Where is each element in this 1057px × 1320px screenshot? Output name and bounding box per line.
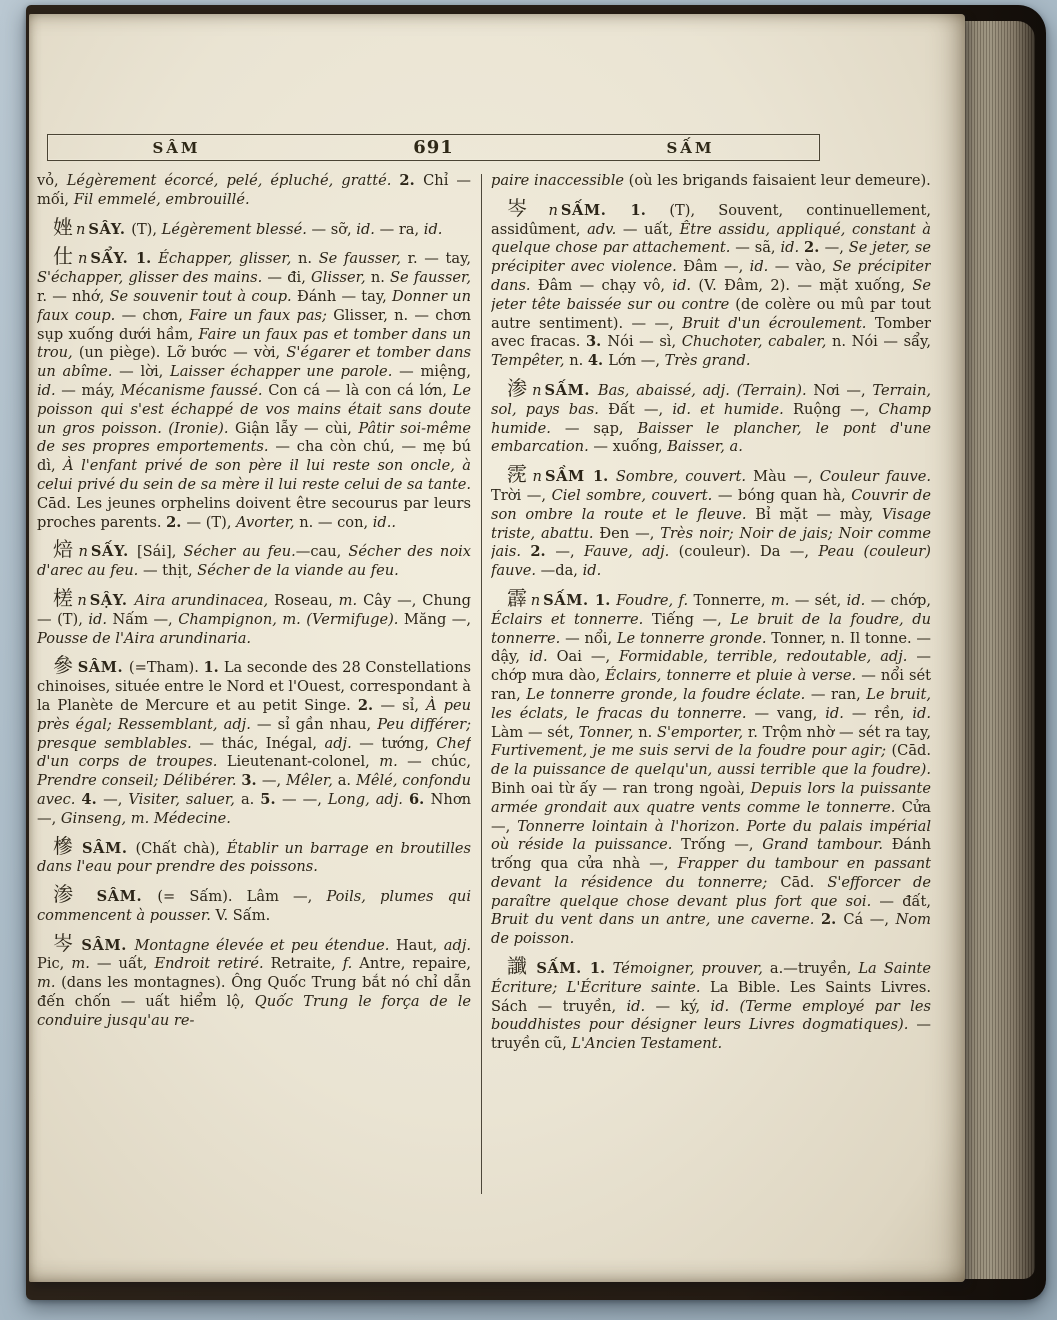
text-segment: — sỉ gần nhau, bbox=[256, 715, 378, 733]
continued-paragraph bbox=[491, 172, 931, 191]
dictionary-entry bbox=[491, 581, 931, 949]
text-segment: — sỡ, bbox=[306, 220, 357, 238]
text-segment: 1. bbox=[630, 201, 670, 219]
dictionary-entry bbox=[491, 949, 931, 1054]
text-segment: Le bruit de la foudre, du tonnerre. bbox=[491, 610, 931, 647]
dictionary-entry bbox=[37, 210, 471, 240]
text-segment: Quốc Trung le força de le conduire jusqu'au re- bbox=[37, 993, 471, 1029]
nom-marker: n bbox=[548, 201, 558, 219]
text-segment: 2. bbox=[357, 696, 381, 714]
text-segment: (= Sấm). Lâm —, bbox=[157, 888, 327, 906]
han-character: 渗 bbox=[53, 882, 83, 907]
headword: SẤM. bbox=[536, 960, 590, 978]
text-segment: (Chất chà), bbox=[135, 839, 227, 857]
text-segment: Chuchoter, cabaler, bbox=[681, 333, 832, 351]
text-segment: Le poisson qui s'est échappé de vos mains était sans doute un gros poisson. (Ironie). bbox=[37, 381, 471, 437]
text-segment: Tonner, n. Il tonne. — dậy, bbox=[491, 629, 931, 666]
text-segment: Faire un faux pas; bbox=[189, 306, 334, 324]
text-segment: Baisser, a. bbox=[667, 438, 743, 456]
text-segment: r. — nhớ, bbox=[37, 287, 110, 305]
text-segment: Mêler, bbox=[285, 772, 338, 790]
dictionary-entry bbox=[491, 371, 931, 457]
text-segment: Visage triste, abattu. bbox=[491, 505, 931, 542]
text-segment: — —, bbox=[282, 790, 328, 808]
text-segment: (où les brigands faisaient leur demeure). bbox=[628, 172, 931, 189]
text-segment: — ký, bbox=[655, 997, 711, 1015]
headword: SÂM. bbox=[77, 659, 129, 677]
text-segment: 2. bbox=[530, 543, 556, 561]
text-segment: Formidable, terrible, redoutable, adj. bbox=[619, 648, 917, 666]
text-segment: Bỉ mặt — mày, bbox=[755, 505, 882, 523]
text-segment: Glisser, n. — chơn sụp xuống dưới hầm, bbox=[37, 306, 471, 343]
text-segment: Lieutenant-colonel, bbox=[226, 753, 380, 771]
text-segment: Nấm —, bbox=[112, 610, 179, 628]
text-segment: Le bruit, les éclats, le fracas du tonnerre. bbox=[491, 685, 931, 722]
text-segment: Đâm —, bbox=[683, 258, 750, 276]
text-segment: Sécher des noix d'arec au feu. bbox=[37, 543, 471, 580]
text-segment: id. bbox=[37, 381, 62, 399]
running-header bbox=[47, 134, 820, 161]
text-segment: La seconde des 28 Constellations chinoises, située entre le Nord et l'Ouest, correspondant à la Planète de Mercure et au petit Singe. bbox=[37, 659, 471, 714]
text-segment: (V. Đâm, 2). — mặt xuống, bbox=[698, 276, 913, 294]
text-segment: La Bible. Les Saints Livres. Sách — truyền, bbox=[491, 978, 931, 1015]
headword: SẦM bbox=[544, 468, 593, 486]
text-segment: Nom de poisson. bbox=[491, 911, 931, 948]
headword: SÂM. bbox=[81, 936, 135, 954]
text-segment: Retraite, bbox=[270, 955, 343, 973]
text-segment: [Sái], bbox=[136, 543, 184, 561]
text-segment: adj. bbox=[324, 734, 360, 752]
text-segment: — máy, bbox=[61, 381, 121, 399]
han-character: 焙 bbox=[53, 537, 76, 562]
column-divider bbox=[481, 174, 482, 1194]
text-segment: Màu —, bbox=[753, 468, 820, 486]
han-character: 霃 bbox=[507, 462, 530, 487]
text-segment: Nhơn —, bbox=[37, 790, 471, 827]
text-segment: — chúc, bbox=[407, 753, 471, 771]
headword: SẨY. bbox=[90, 250, 136, 268]
text-segment: 3. bbox=[241, 772, 262, 790]
text-segment: Chef d'un corps de troupes. bbox=[37, 734, 471, 771]
text-segment: —, bbox=[555, 543, 584, 561]
headword: SẬY. bbox=[89, 591, 135, 609]
text-segment: id. bbox=[423, 220, 443, 238]
text-segment: Fauve, adj. bbox=[583, 543, 679, 561]
text-segment: Tiếng —, bbox=[651, 610, 731, 628]
text-segment: Couleur fauve. bbox=[819, 468, 931, 486]
text-segment: de la puissance de quelqu'un, aussi terrible que la foudre). bbox=[491, 761, 931, 779]
text-segment: — thịt, bbox=[142, 562, 198, 580]
text-segment: id. bbox=[912, 704, 931, 722]
text-segment: Furtivement, je me suis servi de la foudre pour agir; bbox=[491, 742, 892, 760]
text-segment: —cau, bbox=[295, 543, 349, 561]
text-segment: Oai —, bbox=[556, 648, 620, 666]
text-segment: — đất, bbox=[879, 892, 931, 910]
text-segment: Sécher au feu. bbox=[183, 543, 296, 561]
text-segment: Sombre, couvert. bbox=[615, 468, 754, 486]
text-segment: Très noir; Noir de jais; Noir comme jais. bbox=[491, 524, 931, 561]
text-segment: r. — tay, bbox=[407, 250, 471, 268]
text-segment: 4. bbox=[587, 352, 609, 370]
book-page-edges bbox=[965, 21, 1035, 1279]
text-segment: Long, adj. bbox=[327, 790, 409, 808]
text-segment: 2. bbox=[166, 513, 187, 531]
text-segment: Nơi —, bbox=[813, 381, 873, 399]
text-segment: 1. bbox=[595, 591, 617, 609]
text-segment: Ginseng, m. Médecine. bbox=[60, 809, 231, 827]
text-segment: n. bbox=[370, 269, 391, 287]
dictionary-entry bbox=[37, 581, 471, 648]
text-segment: Se jeter, se précipiter avec violence. bbox=[491, 239, 931, 276]
han-character: 㛗 bbox=[53, 214, 73, 239]
text-segment: 2. bbox=[804, 239, 825, 257]
text-segment: Cửa —, bbox=[491, 798, 931, 835]
text-segment: Foudre, f. bbox=[616, 591, 694, 609]
text-segment: S'emporter, bbox=[657, 723, 748, 741]
text-segment: — đi, bbox=[267, 269, 312, 287]
page-number: 691 bbox=[413, 137, 454, 158]
text-segment: La Sainte Écriture; L'Écriture sainte. bbox=[491, 960, 931, 996]
text-segment: Cād. bbox=[780, 873, 828, 891]
text-segment: Cây —, Chung — (T), bbox=[37, 591, 471, 628]
text-segment: Bruit d'un écroulement. bbox=[682, 314, 875, 332]
headword: SẤM. bbox=[543, 591, 596, 609]
text-segment: id. bbox=[749, 258, 775, 276]
text-segment: Poils, plumes qui commencent à pousser. bbox=[37, 888, 471, 924]
text-segment: — ra, bbox=[374, 220, 424, 238]
text-segment: adv. bbox=[587, 220, 623, 238]
text-segment: Nói — sì, bbox=[607, 333, 682, 351]
nom-marker: n bbox=[76, 220, 86, 238]
dictionary-entry bbox=[37, 926, 471, 1031]
text-segment: Peau (couleur) fauve. bbox=[491, 543, 931, 580]
text-segment: Sécher de la viande au feu. bbox=[197, 562, 399, 580]
text-segment: m. bbox=[71, 955, 97, 973]
text-segment: Mêlé, confondu avec. bbox=[37, 772, 471, 808]
text-segment: m. bbox=[770, 591, 795, 609]
text-segment: — sã, bbox=[735, 239, 781, 257]
text-segment: (T), Souvent, continuellement, assidûment, bbox=[491, 201, 931, 238]
text-segment: Faire un faux pas et tomber dans un trou, bbox=[37, 325, 471, 362]
continued-paragraph bbox=[37, 172, 471, 210]
text-segment: Laisser échapper une parole. bbox=[170, 363, 400, 381]
text-segment: Terrain, sol, pays bas. bbox=[491, 381, 931, 418]
text-segment: Đen —, bbox=[599, 524, 661, 542]
text-segment: —, bbox=[103, 790, 129, 808]
text-segment: À peu près égal; Ressemblant, adj. bbox=[37, 696, 471, 733]
text-segment: Le tonnerre gronde. bbox=[616, 629, 772, 647]
text-segment: Tomber avec fracas. bbox=[491, 314, 931, 351]
text-segment: (T), bbox=[131, 220, 162, 238]
text-segment: — nổi sét ran, bbox=[491, 667, 931, 703]
text-segment: n. — con, bbox=[299, 513, 373, 531]
text-segment: — rền, bbox=[851, 704, 913, 722]
text-segment: f. bbox=[342, 955, 360, 973]
headword: SẤM. bbox=[544, 381, 598, 399]
text-segment: m. bbox=[338, 591, 364, 609]
text-segment: Légèrement blessé. bbox=[161, 220, 307, 238]
text-segment: 1. bbox=[135, 250, 159, 268]
text-segment: Tempêter, bbox=[491, 352, 570, 370]
text-segment: n. bbox=[569, 352, 588, 370]
text-segment: Trống —, bbox=[681, 836, 763, 854]
text-segment: id. bbox=[626, 997, 656, 1015]
text-segment: Cá —, bbox=[843, 911, 896, 929]
text-segment: — miệng, bbox=[399, 363, 471, 381]
text-segment: Mécanisme faussé. bbox=[120, 381, 269, 399]
dictionary-entry bbox=[37, 239, 471, 532]
text-segment: 1. bbox=[203, 659, 224, 677]
text-segment: — lời, bbox=[119, 363, 171, 381]
text-segment: Légèrement écorcé, pelé, épluché, gratté. bbox=[66, 172, 400, 189]
text-segment: Se souvenir tout à coup. bbox=[109, 287, 297, 305]
text-segment: —da, bbox=[540, 562, 583, 580]
nom-marker: n bbox=[532, 468, 542, 486]
text-segment: Prendre conseil; Délibérer. bbox=[37, 772, 242, 790]
text-segment: Le tonnerre gronde, la foudre éclate. bbox=[526, 685, 811, 703]
text-segment: — uất, bbox=[96, 955, 155, 973]
text-segment: S'égarer et tomber dans un abîme. bbox=[37, 344, 471, 381]
text-segment: m. bbox=[379, 753, 408, 771]
text-segment: — sỉ, bbox=[380, 696, 427, 714]
text-segment: a. bbox=[337, 772, 356, 790]
headword: SẤM. bbox=[560, 201, 631, 219]
text-segment: Être assidu, appliqué, constant à quelque chose par attachement. bbox=[491, 220, 931, 257]
text-segment: (dans les montagnes). Ông Quốc Trung bắt nó chỉ dẫn đến chốn — uất hiểm lộ, bbox=[37, 974, 471, 1011]
text-segment: (un piège). Lỡ bước — vời, bbox=[78, 344, 287, 362]
text-segment: id. et humide. bbox=[672, 400, 793, 418]
text-segment: Đánh trống qua cửa nhà —, bbox=[491, 836, 931, 873]
text-segment: — ran, bbox=[810, 685, 867, 703]
text-segment: Tonnerre lointain à l'horizon. Porte du palais impérial où réside la puissance. bbox=[491, 817, 931, 854]
text-segment: Depuis lors la puissante armée grondait aux quatre vents comme le tonnerre. bbox=[491, 779, 931, 816]
text-segment: id. bbox=[846, 591, 871, 609]
text-segment: Se fausser, bbox=[318, 250, 408, 268]
headword: SÂY. bbox=[88, 220, 132, 238]
headword: SẤY. bbox=[90, 543, 137, 561]
right-column bbox=[491, 172, 931, 1198]
text-segment: — thác, Inégal, bbox=[199, 734, 325, 752]
text-segment: Éclairs, tonnerre et pluie à verse. bbox=[605, 667, 862, 685]
text-segment: — chớp, bbox=[870, 591, 931, 609]
han-character: 霹 bbox=[507, 585, 528, 610]
text-segment: id. (Terme employé par les bouddhistes pour désigner leurs Livres dogmatiques). bbox=[491, 997, 931, 1034]
dictionary-entry bbox=[37, 532, 471, 581]
text-segment: — chớp mưa dào, bbox=[491, 648, 931, 685]
text-segment: Chỉ — mối, bbox=[37, 172, 471, 208]
text-segment: Frapper du tambour en passant devant la résidence du tonnerre; bbox=[491, 855, 931, 891]
text-segment: id. bbox=[582, 562, 602, 580]
text-segment: id. bbox=[88, 610, 113, 628]
han-character: 岑 bbox=[53, 930, 75, 955]
text-segment: — sét, bbox=[794, 591, 847, 609]
text-segment: Pic, bbox=[37, 955, 72, 973]
text-segment: id. bbox=[672, 276, 699, 294]
text-segment: id. bbox=[825, 704, 852, 722]
text-segment: — vang, bbox=[754, 704, 826, 722]
text-segment: — xuống, bbox=[593, 438, 668, 456]
han-character: 岑 bbox=[507, 195, 546, 220]
header-left-word: SÂM bbox=[152, 138, 201, 157]
text-segment: Avorter, bbox=[236, 513, 300, 531]
han-character: 讖 bbox=[507, 954, 530, 979]
text-segment: Glisser, bbox=[311, 269, 371, 287]
text-segment: Champ humide. bbox=[491, 400, 931, 437]
text-segment: Măng —, bbox=[403, 610, 471, 628]
text-segment: Giận lẫy — cùi, bbox=[234, 419, 359, 437]
text-segment: Endroit retiré. bbox=[154, 955, 271, 973]
text-segment: Couvrir de son ombre la route et le fleuve. bbox=[491, 486, 931, 523]
dictionary-entry bbox=[491, 191, 931, 371]
text-segment: Pâtir soi-même de ses propres emportements. bbox=[37, 419, 471, 456]
text-segment: Donner un faux coup. bbox=[37, 287, 471, 324]
text-segment: Tonnerre, bbox=[693, 591, 771, 609]
text-segment: 6. bbox=[408, 790, 431, 808]
text-segment: Peu différer; presque semblables. bbox=[37, 715, 471, 752]
text-segment: 1. bbox=[593, 468, 616, 486]
text-segment: S'échapper, glisser des mains. bbox=[37, 269, 268, 287]
headword: SÂM. bbox=[96, 888, 158, 906]
text-segment: Ciel sombre, couvert. bbox=[551, 486, 718, 504]
text-segment: — uất, bbox=[622, 220, 680, 238]
headword: SÂM. bbox=[82, 839, 136, 857]
text-segment: Établir un barrage en broutilles dans l'eau pour prendre des poissons. bbox=[37, 839, 471, 876]
text-segment: — truyền cũ, bbox=[491, 1016, 931, 1053]
text-segment: paire inaccessible bbox=[491, 172, 629, 189]
text-segment: Se jeter tête baissée sur ou contre bbox=[491, 276, 931, 313]
text-segment: — vào, bbox=[774, 258, 833, 276]
dictionary-entry bbox=[37, 829, 471, 878]
text-segment: Tonner, bbox=[578, 723, 639, 741]
text-segment: m. bbox=[37, 974, 62, 992]
text-segment: 1. bbox=[589, 960, 613, 978]
text-segment: id. bbox=[780, 239, 805, 257]
text-segment: Se précipiter dans. bbox=[491, 258, 931, 294]
han-character: 槎 bbox=[53, 585, 75, 610]
text-segment: Con cá — là con cá lớn, bbox=[268, 381, 453, 399]
nom-marker: n bbox=[78, 543, 88, 561]
text-segment: — tướng, bbox=[359, 734, 437, 752]
text-segment: n. bbox=[638, 723, 658, 741]
text-segment: Échapper, glisser, bbox=[158, 250, 299, 268]
nom-marker: n bbox=[530, 591, 541, 609]
text-segment: — chơn, bbox=[121, 306, 190, 324]
text-segment: Lớn —, bbox=[608, 352, 665, 370]
dictionary-entry bbox=[491, 457, 931, 581]
book-cover bbox=[26, 5, 1046, 1300]
left-column bbox=[37, 172, 471, 1198]
text-segment: Làm — sét, bbox=[491, 723, 579, 741]
text-segment: 2. bbox=[821, 911, 844, 929]
text-segment: V. Sấm. bbox=[215, 906, 271, 924]
text-segment: Se fausser, bbox=[390, 269, 471, 287]
text-segment: Trời —, bbox=[491, 486, 552, 504]
text-segment: 5. bbox=[260, 790, 282, 808]
text-segment: 4. bbox=[81, 790, 104, 808]
text-segment: Aira arundinacea, bbox=[134, 591, 275, 609]
nom-marker: n bbox=[77, 591, 87, 609]
han-character: 仕 bbox=[53, 244, 75, 269]
text-segment: Roseau, bbox=[274, 591, 339, 609]
text-segment: Pousse de l'Aira arundinaria. bbox=[37, 629, 252, 647]
text-segment: Champignon, m. (Vermifuge). bbox=[178, 610, 404, 628]
text-segment: id. bbox=[528, 648, 557, 666]
text-segment: id. bbox=[356, 220, 375, 238]
text-segment: À l'enfant privé de son père il lui reste son oncle, à celui privé du sein de sa mère il lui reste celui de sa tante. bbox=[37, 457, 471, 493]
text-segment: —, bbox=[824, 239, 849, 257]
text-segment: r. Trộm nhờ — sét ra tay, bbox=[747, 723, 931, 741]
text-segment: Antre, repaire, bbox=[359, 955, 471, 973]
text-segment: — bóng quan hà, bbox=[717, 486, 852, 504]
text-segment: Haut, bbox=[395, 936, 444, 954]
text-segment: —, bbox=[261, 772, 286, 790]
han-character: 參 bbox=[53, 653, 74, 678]
header-right-word: SẤM bbox=[666, 138, 715, 157]
text-segment: Grand tambour. bbox=[762, 836, 892, 854]
text-segment: Témoigner, prouver, bbox=[612, 960, 770, 978]
text-segment: — cha còn chú, — mẹ bú dì, bbox=[37, 438, 471, 475]
text-segment: (couleur). Da —, bbox=[678, 543, 819, 561]
text-segment: (de colère ou mû par tout autre sentiment). — —, bbox=[491, 295, 931, 332]
text-segment: Đánh — tay, bbox=[296, 287, 393, 305]
text-segment: Đất —, bbox=[608, 400, 673, 418]
text-segment: Fil emmelé, embrouillé. bbox=[73, 190, 250, 208]
text-segment: Ruộng —, bbox=[793, 400, 879, 418]
text-segment: Bruit du vent dans un antre, une caverne. bbox=[491, 911, 822, 929]
text-segment: id.. bbox=[372, 513, 397, 531]
text-segment: a. bbox=[240, 790, 261, 808]
text-segment: 3. bbox=[586, 333, 608, 351]
text-segment: Baisser le plancher, le pont d'une embarcation. bbox=[491, 419, 931, 456]
text-segment: L'Ancien Testament. bbox=[571, 1035, 723, 1053]
text-segment: a.—truyền, bbox=[769, 960, 859, 978]
text-segment: Très grand. bbox=[664, 352, 751, 370]
han-character: 渗 bbox=[507, 375, 530, 400]
dictionary-entry bbox=[37, 877, 471, 926]
dictionary-page bbox=[29, 14, 965, 1282]
text-segment: (=Tham). bbox=[128, 659, 204, 677]
text-segment: Éclairs et tonnerre. bbox=[491, 610, 652, 628]
text-segment: Bas, abaissé, adj. (Terrain). bbox=[597, 381, 814, 399]
text-segment: n. Nói — sẩy, bbox=[831, 333, 931, 351]
nom-marker: n bbox=[77, 250, 88, 268]
text-segment: 2. bbox=[399, 172, 424, 189]
text-segment: Montagne élevée et peu étendue. bbox=[134, 936, 396, 954]
text-segment: — (T), bbox=[186, 513, 237, 531]
text-segment: — sạp, bbox=[564, 419, 638, 437]
text-segment: Binh oai từ ấy — ran trong ngoài, bbox=[491, 779, 751, 797]
text-segment: S'efforcer de paraître quelque chose devant plus fort que soi. bbox=[491, 873, 931, 910]
text-segment: Đâm — chạy vô, bbox=[537, 276, 673, 294]
text-segment: vỏ, bbox=[37, 172, 67, 189]
text-segment: — nổi, bbox=[565, 629, 617, 647]
dictionary-entry bbox=[37, 648, 471, 828]
text-segment: Visiter, saluer, bbox=[128, 790, 241, 808]
text-segment: Cād. Les jeunes orphelins doivent être secourus par leurs proches parents. bbox=[37, 494, 471, 531]
text-segment: adj. bbox=[443, 936, 471, 954]
text-segment: (Cād. bbox=[891, 742, 931, 760]
han-character: 槮 bbox=[53, 833, 76, 858]
text-segment: n. bbox=[298, 250, 319, 268]
nom-marker: n bbox=[532, 381, 542, 399]
